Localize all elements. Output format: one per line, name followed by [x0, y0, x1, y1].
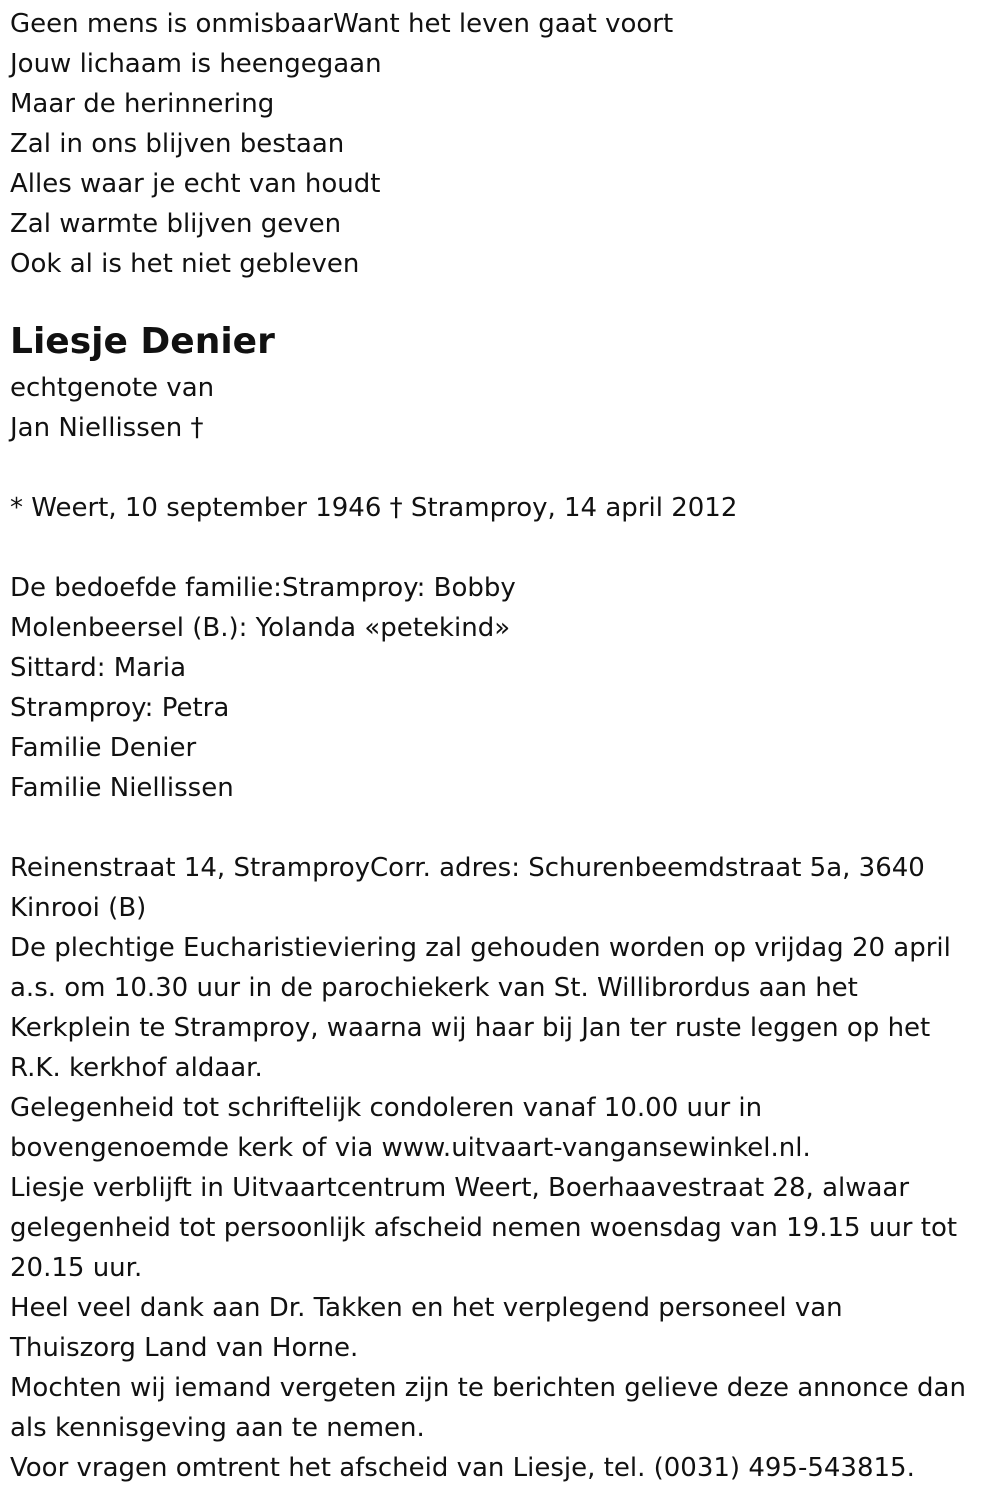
poem-line: Jouw lichaam is heengegaan [10, 49, 382, 79]
poem-line: Ook al is het niet gebleven [10, 249, 360, 279]
details-line: Liesje verblijft in Uitvaartcentrum Weert, Boerhaavestraat 28, alwaar [10, 1173, 910, 1203]
details-line: Thuiszorg Land van Horne. [10, 1333, 359, 1363]
details-line: De plechtige Eucharistieviering zal gehouden worden op vrijdag 20 april [10, 933, 951, 963]
details-line: Voor vragen omtrent het afscheid van Liesje, tel. (0031) 495-543815. [10, 1453, 915, 1483]
family-line: Familie Denier [10, 733, 197, 763]
poem-line: Maar de herinnering [10, 89, 275, 119]
details-line: Heel veel dank aan Dr. Takken en het verplegend personeel van [10, 1293, 843, 1323]
poem-line: Geen mens is onmisbaarWant het leven gaat voort [10, 9, 674, 39]
blank-line [10, 808, 990, 848]
details-line: 20.15 uur. [10, 1253, 143, 1283]
details-line: Mochten wij iemand vergeten zijn te berichten gelieve deze annonce dan [10, 1373, 966, 1403]
blank-line [10, 528, 990, 568]
details-line: a.s. om 10.30 uur in de parochiekerk van St. Willibrordus aan het [10, 973, 858, 1003]
family-line: Molenbeersel (B.): Yolanda «petekind» [10, 613, 511, 643]
details-line: Kinrooi (B) [10, 893, 147, 923]
spouse-name: Jan Niellissen † [10, 413, 204, 443]
family-line: Stramproy: Petra [10, 693, 230, 723]
details-line: gelegenheid tot persoonlijk afscheid nemen woensdag van 19.15 uur tot [10, 1213, 958, 1243]
details-line: als kennisgeving aan te nemen. [10, 1413, 425, 1443]
poem-line: Zal in ons blijven bestaan [10, 129, 345, 159]
birth-death-dates: * Weert, 10 september 1946 † Stramproy, 14 april 2012 [10, 493, 738, 523]
deceased-name: Liesje Denier [10, 321, 275, 362]
family-line: De bedoefde familie:Stramproy: Bobby [10, 573, 516, 603]
poem-line: Alles waar je echt van houdt [10, 169, 381, 199]
relation-text: echtgenote van [10, 373, 215, 403]
details-line: bovengenoemde kerk of via www.uitvaart-vangansewinkel.nl. [10, 1133, 811, 1163]
family-line: Sittard: Maria [10, 653, 187, 683]
poem [10, 4, 990, 284]
details-line: R.K. kerkhof aldaar. [10, 1053, 263, 1083]
family-list [10, 568, 990, 808]
poem-line: Zal warmte blijven geven [10, 209, 342, 239]
funeral-details [10, 848, 990, 1488]
details-line: Reinenstraat 14, StramproyCorr. adres: Schurenbeemdstraat 5a, 3640 [10, 853, 925, 883]
details-line: Kerkplein te Stramproy, waarna wij haar bij Jan ter ruste leggen op het [10, 1013, 931, 1043]
details-line: Gelegenheid tot schriftelijk condoleren vanaf 10.00 uur in [10, 1093, 763, 1123]
blank-line [10, 448, 990, 488]
family-line: Familie Niellissen [10, 773, 234, 803]
